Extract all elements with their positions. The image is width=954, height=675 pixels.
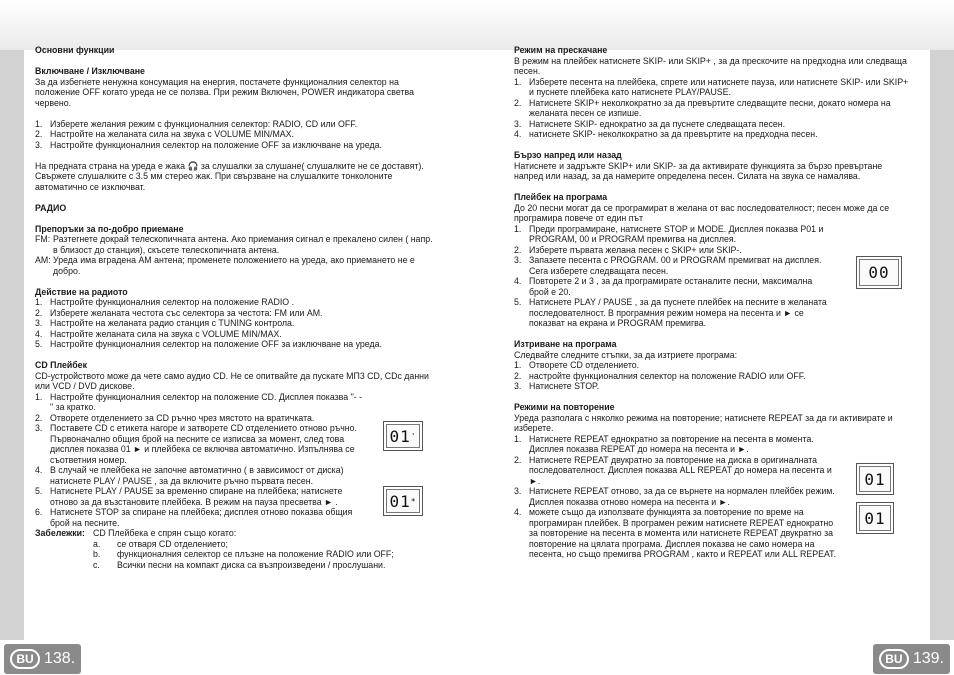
list-item: 1. Преди програмиране, натиснете STOP и MODE. Дисплея показва P01 и PROGRAM, 00 и PROGRAM премигва на дисплея. — [514, 223, 824, 244]
ff-text: Натиснете и задръжте SKIP+ или SKIP- за да активирате функцията за бързо превъртане напред или назад, за да намерите определена песен. Силата на звука се намалява. — [514, 160, 883, 181]
program-text: До 20 песни могат да се програмират в желана от вас последователност; песен може да се програмира повече от един път — [514, 202, 890, 223]
language-code-badge: BU — [879, 649, 909, 669]
list-item: 2. Изберете първата желана песен с SKIP+ или SKIP-. — [514, 244, 742, 255]
lcd-display-image: 01 ' — [383, 421, 423, 451]
lcd-display-image: 01 * — [383, 486, 423, 516]
lcd-display-image: 01 — [856, 463, 894, 495]
list-item: 2. Настройте на желаната сила на звука с VOLUME MIN/MAX. — [35, 129, 294, 139]
bottom-band — [0, 640, 954, 675]
skip-text: В режим на плейбек натиснете SKIP- или SKIP+ , за да прескочите на предходна или следваща песен. — [514, 55, 907, 76]
repeat-text: Уреда разполага с няколко режима на повторение; натиснете REPEAT за да ги активирате и изберете. — [514, 412, 893, 433]
list-item: 5. Настройте функционалния селектор на положение OFF за изключване на уреда. — [35, 339, 382, 349]
lcd-display-image: 00 — [856, 256, 902, 289]
cd-heading: CD Плейбек — [35, 360, 87, 370]
fm-item: FM: Разтегнете докрай телескопичната антена. Ако приемания сигнал е прекалено силен ( напр. в близост до станция), скъсете телескопичната антена. — [35, 234, 433, 255]
page-number-badge — [4, 644, 81, 674]
list-item: 2. настройте функционалния селектор на положение RADIO или OFF. — [514, 370, 806, 381]
list-item: 1. Отворете CD отделението. — [514, 360, 640, 370]
list-item: 2. Натиснете SKIP+ неколкократно за да превъртите следващите песни, докато номера на желаната песен се изпише. — [514, 97, 891, 118]
list-item: 4. натиснете SKIP- неколкократно за да превъртите на предходна песен. — [514, 129, 818, 139]
list-item: 3. Натиснете REPEAT отново, за да се върнете на нормален плейбек режим. Дисплея показва отново номера на песента и ►. — [514, 486, 835, 507]
note-item: a. се отваря CD отделението; — [93, 538, 228, 549]
top-band — [0, 0, 954, 50]
list-item: 3. Настройте на желаната радио станция с TUNING контрола. — [35, 318, 295, 328]
list-item: 5. Натиснете PLAY / PAUSE за временно спиране на плейбека; натиснете отново за да възстановите плейбека. В режим на пауза пресветва ► . — [35, 486, 343, 507]
list-item: 1. Настройте функционалния селектор на положение CD. Дисплея показва "- -" за кратко. — [35, 391, 363, 412]
left-margin-bar — [0, 50, 24, 675]
list-item: 4. можете също да използвате функцията за повторение по време на програмиран плейбек. В програмен режим натиснете REPEAT еднократно за повторение на песента в момента или натиснете REPEAT двукратно за повторение на цялата програма. Дисплея показва не само номера на песента, но също премигва PROGRAM , както и REPEAT или ALL REPEAT. — [514, 507, 837, 559]
list-item: 1. Настройте функционалния селектор на положение RADIO . — [35, 297, 295, 307]
page-number: 139. — [912, 650, 944, 667]
right-margin-bar — [930, 50, 954, 675]
note-item: b. функционалния селектор се плъзне на положение RADIO или OFF; — [93, 549, 394, 559]
language-code-badge: BU — [10, 649, 40, 669]
list-item: 3. Натиснете STOP. — [514, 381, 600, 391]
lcd-display-image: 01 — [856, 502, 894, 534]
note-item: c. Всички песни на компакт диска са възпроизведени / прослушани. — [93, 559, 386, 570]
list-item: 4. Настройте желаната сила на звука с VOLUME MIN/MAX. — [35, 328, 282, 339]
list-item: 4. В случай че плейбека не започне автоматично ( в зависимост от диска) натиснете PLAY / PAUSE , за да включите ръчно първата песен. — [35, 465, 344, 486]
list-item: 3. Натиснете SKIP- еднократно за да пуснете следващата песен. — [514, 118, 786, 129]
notes: Забележки: CD Плейбека е спрян също когато: — [35, 528, 237, 538]
list-item: 2. Изберете желаната честота със селектора за честота: FM или AM. — [35, 307, 323, 318]
list-item: 1. Изберете песента на плейбека, спрете или натиснете пауза, или натиснете SKIP- или SKIP+ и пуснете плейбека като натиснете PLAY/PAUSE. — [514, 76, 909, 97]
left-page-column — [35, 45, 435, 570]
ff-heading: Бързо напред или назад — [514, 150, 622, 160]
program-heading: Плейбек на програма — [514, 192, 608, 202]
section-title: Основни функции — [35, 45, 115, 55]
list-item: 4. Повторете 2 и 3 , за да програмирате останалите песни, максимална брой е 20. — [514, 276, 813, 297]
repeat-heading: Режими на повторение — [514, 402, 615, 412]
power-text: За да избегнете ненужна консумация на енергия, постачете функционалния селектор на положение OFF когато уреда не се ползва. При режим Включен, POWER индикатора светва червено. — [35, 76, 414, 108]
page-number: 138. — [44, 650, 76, 667]
list-item: 3. Настройте функционалния селектор на положение OFF за изключване на уреда. — [35, 139, 382, 150]
list-item: 1. Изберете желания режим с функционалния селектор: RADIO, CD или OFF. — [35, 118, 358, 129]
right-page-column — [514, 45, 910, 560]
list-item: 6. Натиснете STOP за спиране на плейбека; дисплея отново показва общия брой на песните. — [35, 507, 353, 528]
erase-heading: Изтриване на програма — [514, 339, 617, 349]
cd-text: CD-устройството може да чете само аудио CD. Не се опитвайте да пускате МП3 CD, CDс данни или VCD / DVD дискове. — [35, 370, 429, 391]
skip-heading: Режим на прескачане — [514, 45, 608, 55]
radio-heading: РАДИО — [35, 202, 67, 213]
list-item: 3. Запазете песента с PROGRAM. 00 и PROGRAM премигват на дисплея. Сега изберете следващата песен. — [514, 255, 822, 276]
list-item: 1. Натиснете REPEAT еднократно за повторение на песента в момента. Дисплея показва REPEAT до номера на песента и ►. — [514, 433, 814, 454]
list-item: 2. Отворете отделението за CD ръчно чрез мястото на вратичката. — [35, 412, 315, 423]
radio-action-heading: Действие на радиото — [35, 286, 128, 297]
list-item: 5. Натиснете PLAY / PAUSE , за да пуснете плейбек на песните в желаната последователност. В програмния режим номера на песента и ► се показват на екрана и PROGRAM премигва. — [514, 297, 827, 328]
list-item: 2. Натиснете REPEAT двукратно за повторение на диска в оригиналната последователност. Дисплея показва ALL REPEAT до номера на песента и ►. — [514, 454, 832, 486]
am-item: AM: Уреда има вградена AM антена; променете положението на уреда, ако приемането не е добро. — [35, 255, 415, 276]
list-item: 3. Поставете CD с етикета нагоре и затворете CD отделението отново ръчно. Първоначално общия брой на песните се изписва за момент, след това дисплея показва 01 ► и плейбека се включва автоматично. Изпълнява се съответния номер. — [35, 423, 358, 465]
headphone-text: На предната страна на уреда е жака 🎧 за слушалки за слушане( слушалките не се доставят). Свържете слушалките с 3.5 мм стерео жак. При свързване на слушалките тонколоните автоматично се изключват. — [35, 160, 424, 192]
erase-text: Следвайте следните стъпки, за да изтриете програма: — [514, 349, 738, 360]
reception-heading: Препоръки за по-добро приемане — [35, 223, 184, 234]
power-heading: Включване / Изключване — [35, 66, 145, 76]
page-number-badge — [873, 644, 950, 674]
